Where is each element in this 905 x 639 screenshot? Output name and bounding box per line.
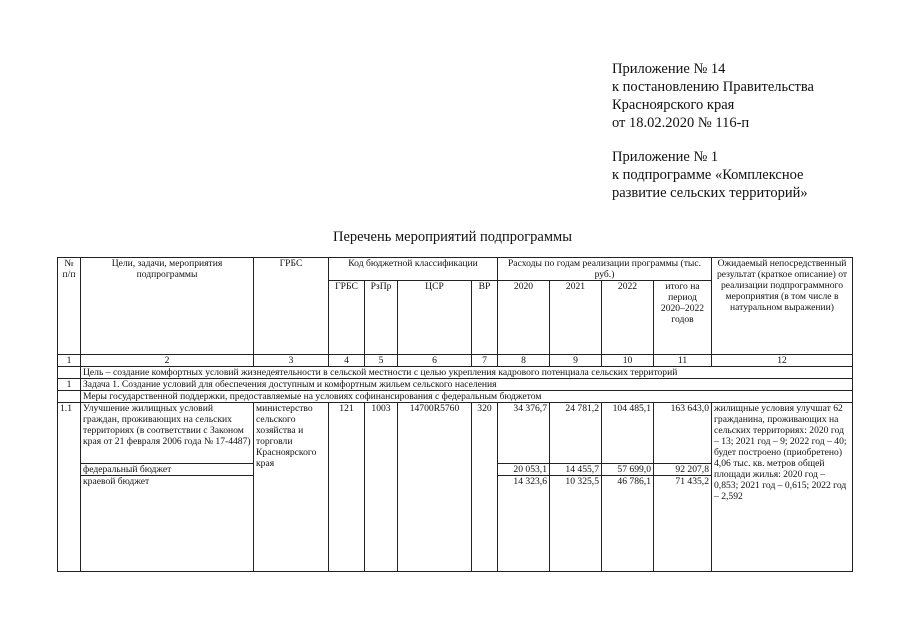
item-code-csr: 14700R5760 bbox=[398, 403, 472, 572]
item-code-rzpr: 1003 bbox=[365, 403, 398, 572]
item-2022: 104 485,1 bbox=[602, 403, 654, 464]
column-number: 11 bbox=[654, 355, 712, 367]
task-text: Задача 1. Создание условий для обеспечения доступным и комфортным жильем сельского населения bbox=[81, 379, 853, 391]
goal-text: Цель – создание комфортных условий жизнедеятельности в сельской местности с целью укрепления кадрового потенциала сельских территорий bbox=[81, 367, 853, 379]
measures-row bbox=[58, 391, 853, 403]
appendix-header bbox=[612, 60, 814, 202]
appendix-line: от 18.02.2020 № 116-п bbox=[612, 115, 750, 131]
item-2021: 24 781,2 bbox=[550, 403, 602, 464]
subheader-csr: ЦСР bbox=[398, 281, 472, 355]
regional-2021: 10 325,5 bbox=[550, 476, 602, 572]
item-2020: 34 376,7 bbox=[498, 403, 550, 464]
appendix-line: Красноярского края bbox=[612, 97, 735, 113]
federal-2022: 57 699,0 bbox=[602, 464, 654, 476]
task-row bbox=[58, 379, 853, 391]
item-expected-result: жилищные условия улучшат 62 гражданина, проживающих на сельских территориях: 2020 год – 13; 2021 год – 9; 2022 год – 40; будет построено (приобретено) 4,06 тыс. кв. метров общей площади жилья: 2020 год – 0,853; 2021 год – 0,615; 2022 год – 2,592 bbox=[712, 403, 853, 572]
item-row bbox=[58, 403, 853, 464]
regional-total: 71 435,2 bbox=[654, 476, 712, 572]
header-grbs: ГРБС bbox=[254, 258, 329, 355]
subheader-2022: 2022 bbox=[602, 281, 654, 355]
header-expenses: Расходы по годам реализации программы (тыс. руб.) bbox=[498, 258, 712, 281]
column-number-row bbox=[58, 355, 853, 367]
table-header-row bbox=[58, 258, 853, 281]
regional-label: краевой бюджет bbox=[81, 476, 254, 572]
header-budget-code: Код бюджетной классификации bbox=[329, 258, 498, 281]
item-code-grbs: 121 bbox=[329, 403, 365, 572]
column-number: 6 bbox=[398, 355, 472, 367]
column-number: 12 bbox=[712, 355, 853, 367]
subheader-grbs: ГРБС bbox=[329, 281, 365, 355]
header-num: № п/п bbox=[58, 258, 81, 355]
appendix-line: к постановлению Правительства bbox=[612, 79, 814, 95]
document-title: Перечень мероприятий подпрограммы bbox=[333, 229, 572, 245]
measures-text: Меры государственной поддержки, предоставляемые на условиях софинансирования с федеральным бюджетом bbox=[81, 391, 853, 403]
column-number: 9 bbox=[550, 355, 602, 367]
column-number: 1 bbox=[58, 355, 81, 367]
header-expected-result: Ожидаемый непосредственный результат (краткое описание) от реализации подпрограммного мероприятия (в том числе в натуральном выражении) bbox=[712, 258, 853, 355]
subheader-vr: ВР bbox=[472, 281, 498, 355]
appendix-line: Приложение № 14 bbox=[612, 61, 726, 77]
regional-2020: 14 323,6 bbox=[498, 476, 550, 572]
column-number: 3 bbox=[254, 355, 329, 367]
item-total: 163 643,0 bbox=[654, 403, 712, 464]
item-grbs: министерство сельского хозяйства и торговли Красноярского края bbox=[254, 403, 329, 572]
federal-2021: 14 455,7 bbox=[550, 464, 602, 476]
appendix-line: Приложение № 1 bbox=[612, 149, 719, 165]
item-code-vr: 320 bbox=[472, 403, 498, 572]
federal-total: 92 207,8 bbox=[654, 464, 712, 476]
subheader-2021: 2021 bbox=[550, 281, 602, 355]
appendix-line: развитие сельских территорий» bbox=[612, 185, 808, 201]
subheader-total: итого на период 2020–2022 годов bbox=[654, 281, 712, 355]
measures-table bbox=[57, 257, 853, 572]
goal-row bbox=[58, 367, 853, 379]
column-number: 5 bbox=[365, 355, 398, 367]
column-number: 10 bbox=[602, 355, 654, 367]
item-name: Улучшение жилищных условий граждан, проживающих на сельских территориях (в соответствии с Законом края от 21 февраля 2006 года № 17-4487) bbox=[81, 403, 254, 464]
regional-2022: 46 786,1 bbox=[602, 476, 654, 572]
header-goals: Цели, задачи, мероприятия подпрограммы bbox=[81, 258, 254, 355]
subheader-rzpr: РзПр bbox=[365, 281, 398, 355]
column-number: 8 bbox=[498, 355, 550, 367]
appendix-line: к подпрограмме «Комплексное bbox=[612, 167, 804, 183]
subheader-2020: 2020 bbox=[498, 281, 550, 355]
column-number: 7 bbox=[472, 355, 498, 367]
item-num: 1.1 bbox=[58, 403, 81, 572]
column-number: 2 bbox=[81, 355, 254, 367]
federal-label: федеральный бюджет bbox=[81, 464, 254, 476]
federal-2020: 20 053,1 bbox=[498, 464, 550, 476]
task-num: 1 bbox=[58, 379, 81, 391]
column-number: 4 bbox=[329, 355, 365, 367]
